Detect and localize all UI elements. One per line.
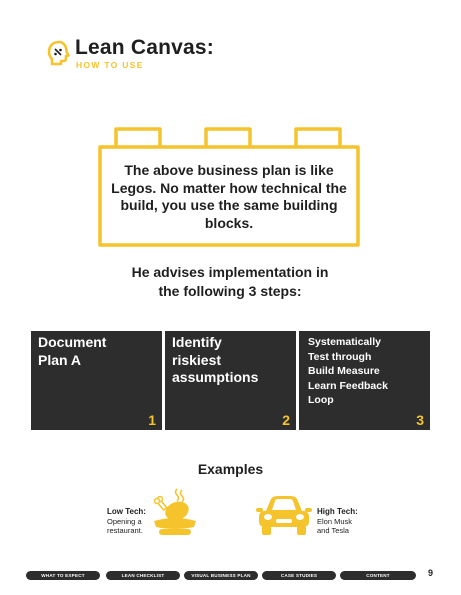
step-label-line: Loop — [308, 394, 334, 406]
food-dish-icon — [151, 487, 199, 539]
step-label — [308, 335, 424, 408]
step-label-line: Learn Feedback — [308, 379, 388, 392]
step-label-line: Plan A — [38, 351, 82, 368]
low-tech-line: Opening a — [107, 516, 142, 526]
low-tech-line: restaurant. — [107, 526, 143, 535]
step-label-line: Test through — [308, 350, 372, 363]
step-label-line: Document — [38, 334, 107, 350]
step-number: 3 — [416, 412, 424, 428]
step-label — [172, 334, 290, 387]
step-label-line: assumptions — [172, 369, 259, 385]
step-card-3 — [299, 331, 430, 430]
high-tech-line: and Tesla — [317, 526, 349, 535]
page-subtitle: HOW TO USE — [76, 60, 144, 70]
nav-content[interactable]: CONTENT — [340, 571, 416, 580]
low-tech-heading: Low Tech: — [107, 507, 146, 516]
step-card-1 — [31, 331, 162, 430]
high-tech-line: Elon Musk — [317, 516, 353, 526]
step-label-line: Build Measure — [308, 365, 380, 377]
step-card-2 — [165, 331, 296, 430]
step-label — [38, 334, 156, 369]
low-tech-label — [107, 507, 146, 536]
step-label-line: riskiest — [172, 351, 222, 368]
lean-head-icon — [47, 40, 71, 66]
intro-line-2: the following 3 steps: — [158, 283, 302, 299]
implementation-intro — [80, 263, 380, 301]
page-number: 9 — [428, 568, 434, 578]
nav-what-to-expect[interactable]: WHAT TO EXPECT — [26, 571, 100, 580]
intro-line-1: He advises implementation in — [131, 264, 329, 280]
car-icon — [256, 495, 312, 537]
high-tech-label — [317, 507, 358, 536]
nav-case-studies[interactable]: CASE STUDIES — [262, 571, 336, 580]
high-tech-heading: High Tech: — [317, 507, 358, 516]
page-title: Lean Canvas: — [75, 36, 214, 59]
step-label-line: Systematically — [308, 336, 381, 348]
step-number: 2 — [282, 412, 290, 428]
lego-analogy-text: The above business plan is like Legos. No matter how technical the build, you use the same building blocks. — [111, 162, 347, 231]
step-label-line: Identify — [172, 334, 222, 350]
footer-nav — [26, 571, 426, 580]
nav-lean-checklist[interactable]: LEAN CHECKLIST — [106, 571, 180, 580]
examples-heading: Examples — [197, 461, 264, 477]
step-number: 1 — [148, 412, 156, 428]
nav-visual-business-plan[interactable]: VISUAL BUSINESS PLAN — [184, 571, 258, 580]
